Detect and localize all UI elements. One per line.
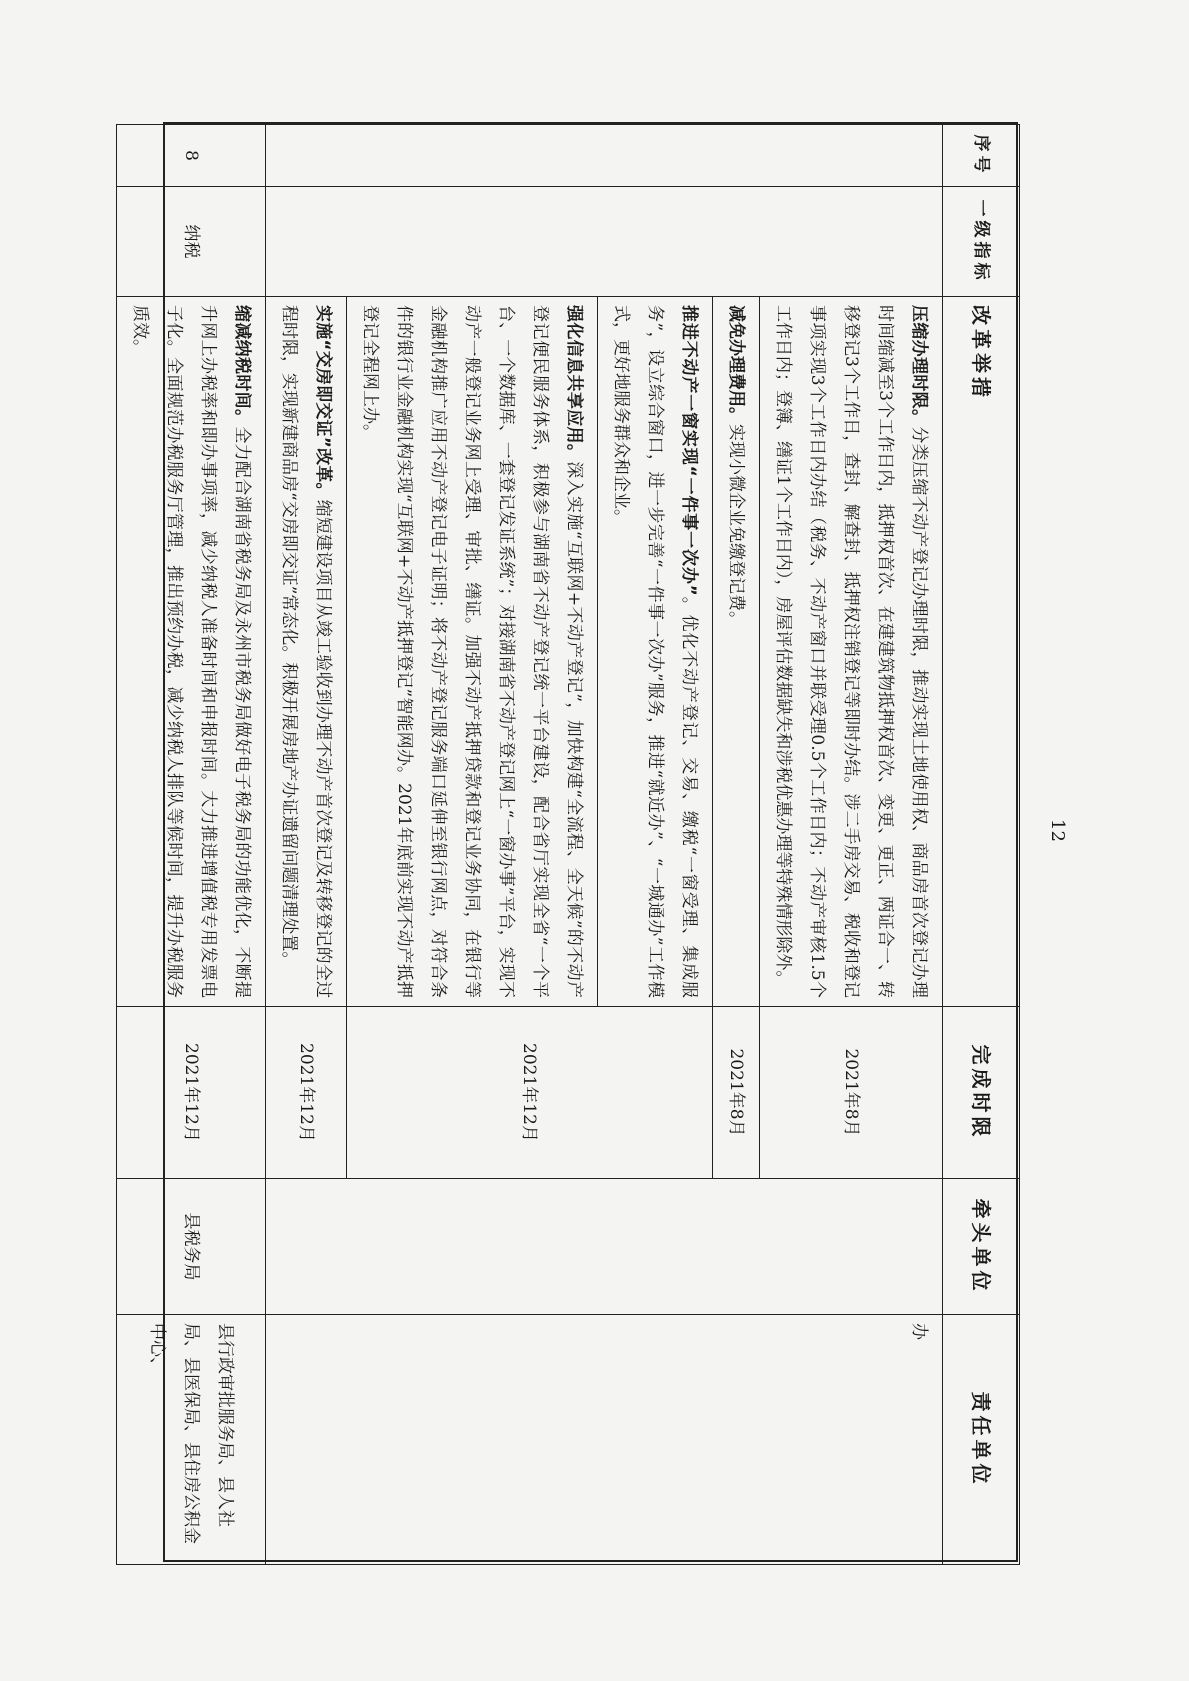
cell-deadline: 2021年8月 <box>760 1007 943 1179</box>
cell-measure <box>760 297 943 1007</box>
measure-title: 强化信息共享应用。 <box>564 305 584 462</box>
reform-table-frame <box>130 122 1018 1562</box>
header-responsible: 责任单位 <box>943 1315 1020 1565</box>
measure-title: 实施“交房即交证”改革。 <box>313 305 333 500</box>
header-indicator: 一级指标 <box>943 187 1020 297</box>
measure-text: 深入实施“互联网+不动产登记”，加快构建“全流程、全天候”的不动产登记便民服务体系，积极参与湖南省不动产登记统一平台建设，配合省厅实现全省“一个平台、一个数据库、一套登记发证系统”；对接湖南省不动产登记网上“一窗办事”平台，实现不动产一般登记业务网上受理、审批、缮证。加强不动产抵押贷款和登记业务协同，在银行等金融机构推广应用不动产登记电子证明；将不动产登记服务端口延伸至银行网点，对符合条件的银行业金融机构实现“互联网+不动产抵押登记”智能网办。2021年底前实现不动产抵押登记全程网上办。 <box>360 305 584 998</box>
measure-title: 减免办理费用。 <box>726 305 746 424</box>
cell-indicator: 纳税 <box>117 187 266 297</box>
cell-indicator <box>266 187 943 297</box>
measure-text: 分类压缩不动产登记办理时限，推动实现土地使用权、商品房首次登记办理时间缩减至3个工作日内，抵押权首次、在建建筑物抵押权首次、变更、更正、两证合一、转移登记3个工作日，查封、解查封、抵押权注销登记等即时办结。涉二手房交易、税收和登记事项实现3个工作日内办结（税务、不动产窗口并联受理0.5个工作日内；不动产审核1.5个工作日内；登簿、缮证1个工作日内），房屋评估数据缺失和涉税优惠办理等特殊情形除外。 <box>773 305 929 999</box>
header-lead: 牵头单位 <box>943 1179 1020 1315</box>
measure-title: 推进不动产一窗实现“一件事一次办” <box>679 305 699 596</box>
measure-title: 压缩办理时限。 <box>909 305 929 427</box>
cell-deadline: 2021年8月 <box>713 1007 760 1179</box>
cell-measure <box>347 297 598 1007</box>
cell-no: 8 <box>117 125 266 187</box>
cell-measure <box>713 297 760 1007</box>
table-header-row <box>943 125 1020 1565</box>
cell-responsible: 办 <box>266 1315 943 1565</box>
table-row <box>117 125 266 1565</box>
header-deadline: 完成时限 <box>943 1007 1020 1179</box>
measure-text: 缩短建设项目从竣工验收到办理不动产首次登记及转移登记的全过程时限，实现新建商品房“交房即交证”常态化。积极开展房地产办证遗留问题清理处置。 <box>279 305 333 998</box>
cell-lead <box>266 1179 943 1315</box>
measure-text: 全力配合湖南省税务局及永州市税务局做好电子税务局的功能优化，不断提升网上办税率和即办事项率，减少纳税人准备时间和申报时间。大力推进增值税专用发票电子化。全面规范办税服务厅管理，推出预约办税，减少纳税人排队等候时间，提升办税服务质效。 <box>130 305 252 999</box>
cell-deadline: 2021年12月 <box>117 1007 266 1179</box>
cell-measure <box>598 297 713 1007</box>
measure-text: 。优化不动产登记、交易、缴税“一窗受理、集成服务”，设立综合窗口，进一步完善“一件事一次办”服务，推进“就近办”、“一城通办”工作模式，更好地服务群众和企业。 <box>611 305 699 998</box>
cell-deadline: 2021年12月 <box>266 1007 347 1179</box>
cell-deadline: 2021年12月 <box>347 1007 713 1179</box>
measure-title: 缩减纳税时间。 <box>232 305 252 427</box>
cell-no <box>266 125 943 187</box>
cell-measure <box>266 297 347 1007</box>
page-number: 12 <box>1046 819 1068 842</box>
reform-table <box>116 124 1020 1565</box>
cell-measure <box>117 297 266 1007</box>
table-row <box>760 125 943 1565</box>
rotated-table-container <box>130 124 1020 1564</box>
header-measure: 改革举措 <box>943 297 1020 1007</box>
header-no: 序号 <box>943 125 1020 187</box>
cell-lead: 县税务局 <box>117 1179 266 1315</box>
cell-responsible: 县行政审批服务局、县人社局、县医保局、县住房公积金中心、 <box>117 1315 266 1565</box>
measure-text: 实现小微企业免缴登记费。 <box>726 424 746 628</box>
